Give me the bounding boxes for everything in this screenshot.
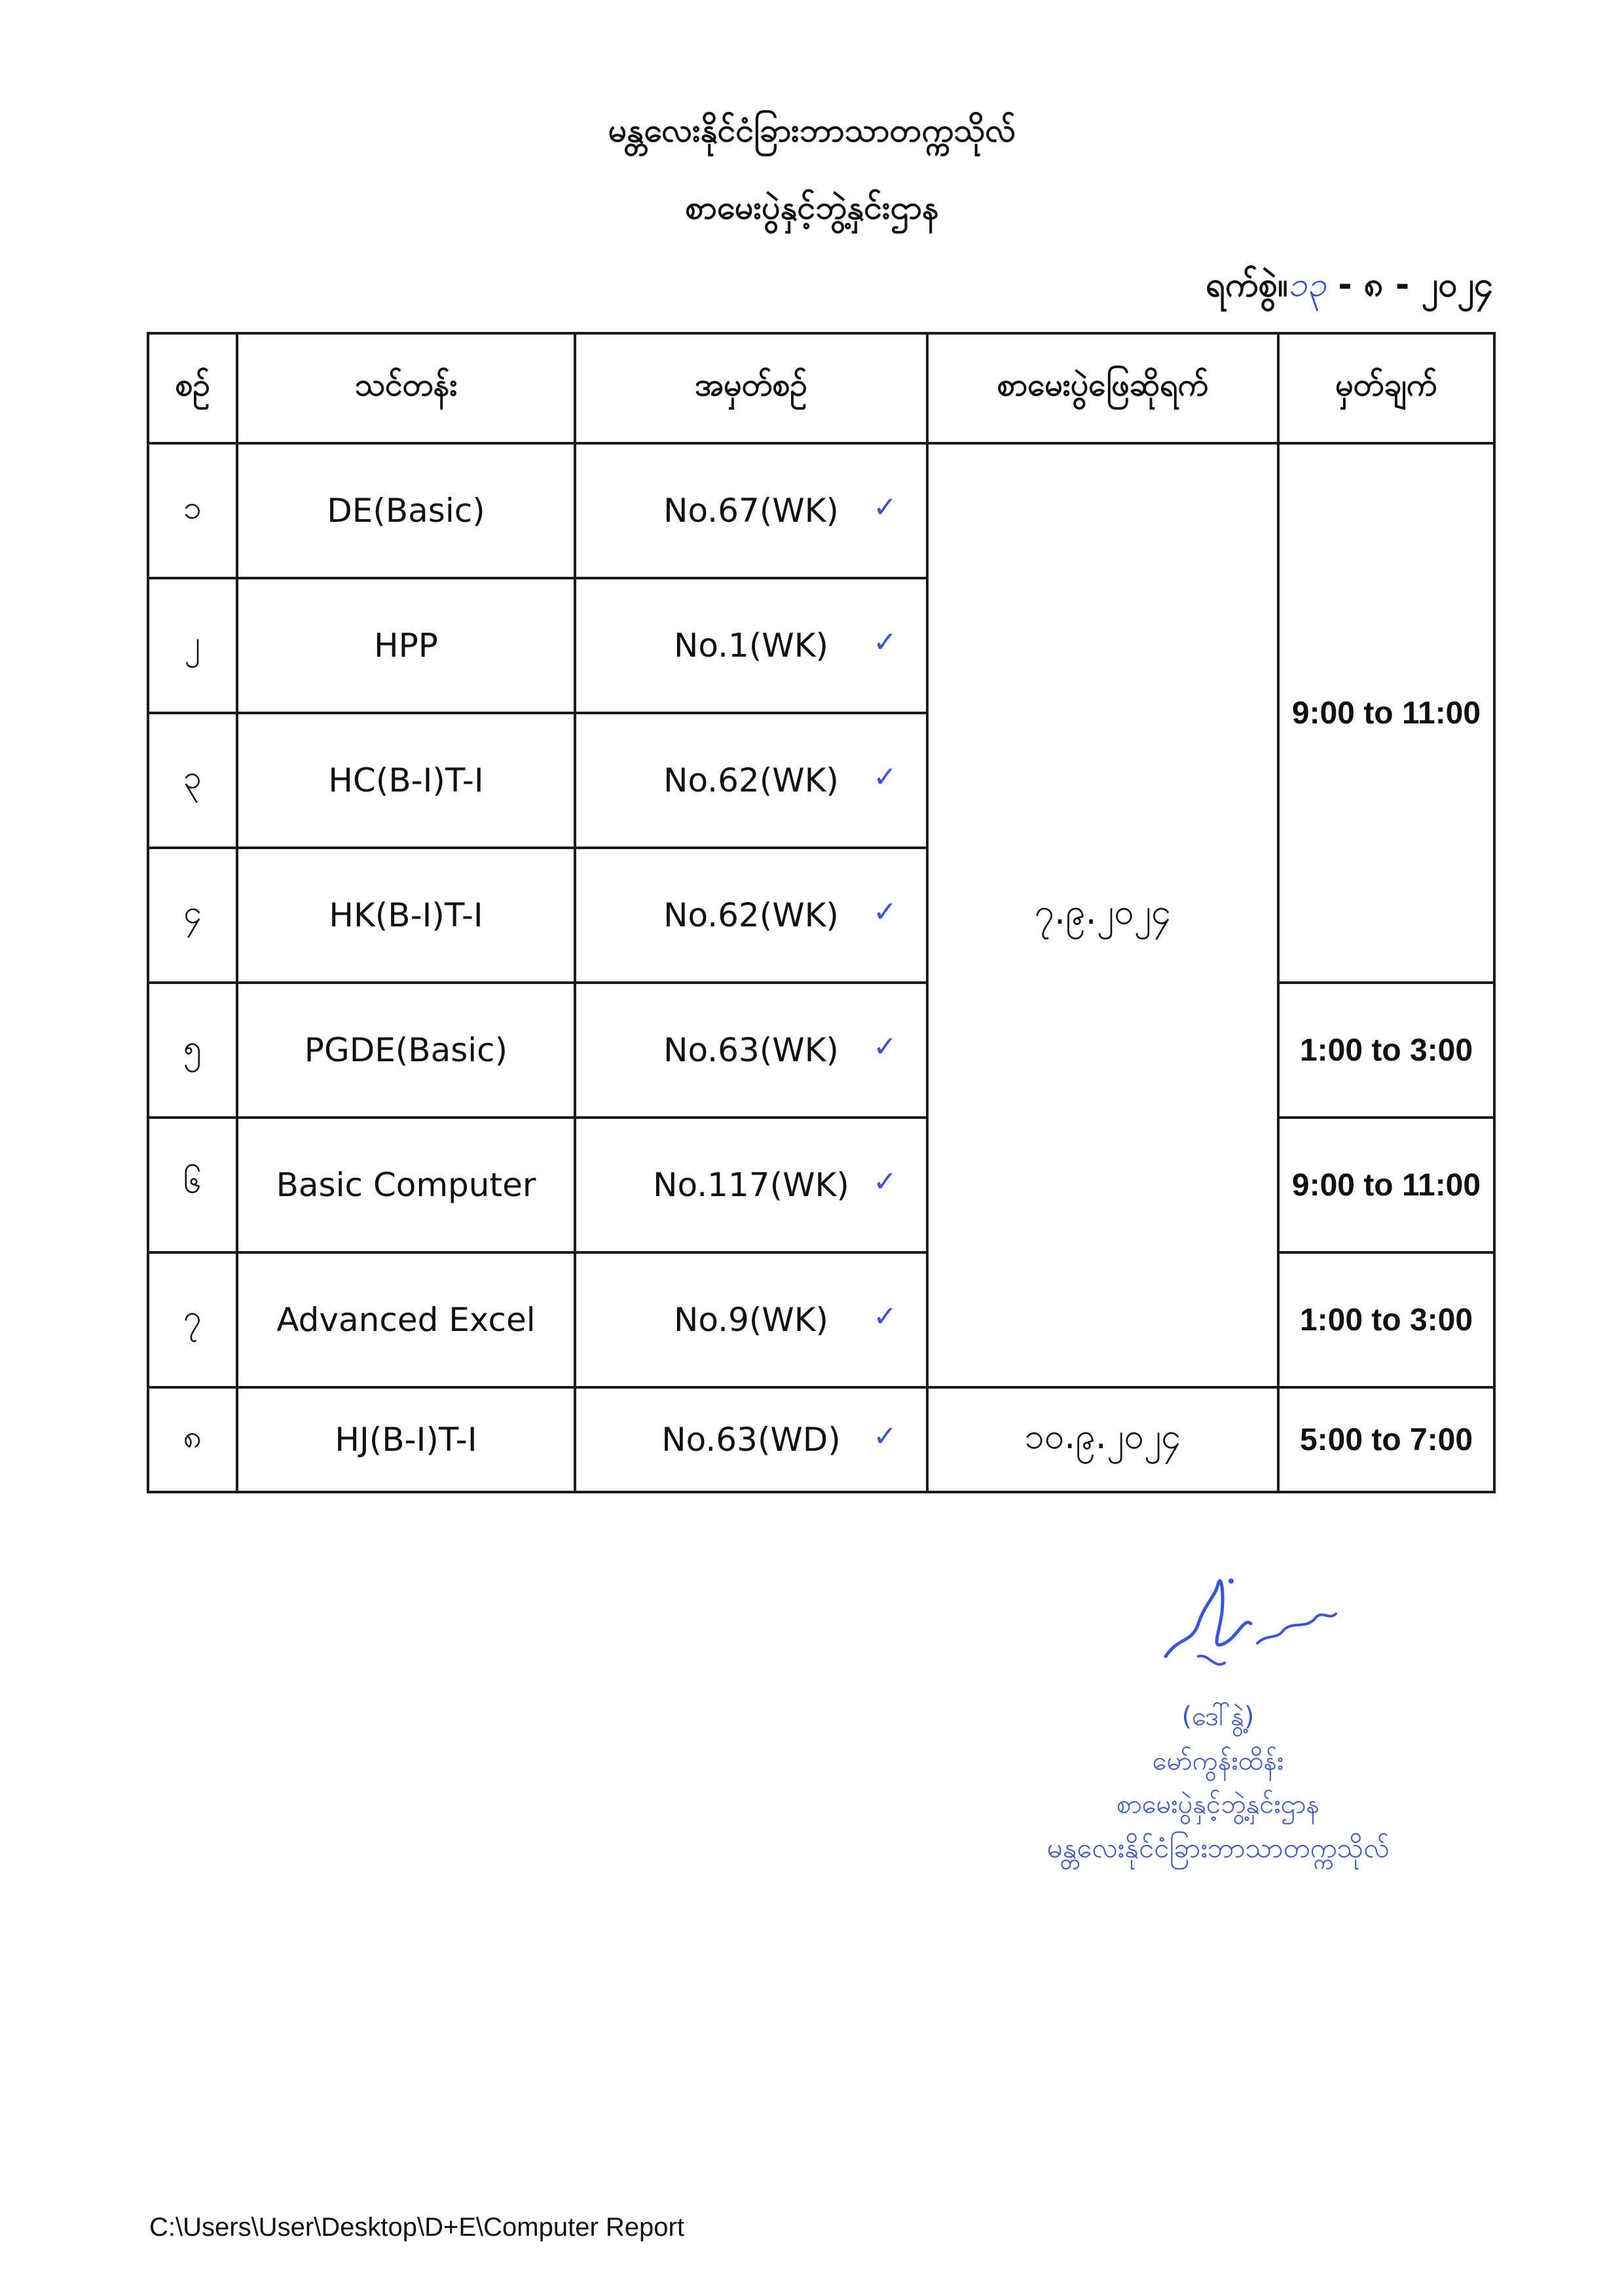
row-number xyxy=(575,1252,927,1387)
signatory-university: မန္တလေးနိုင်ငံခြားဘာသာတက္ကသိုလ် xyxy=(1046,1832,1390,1864)
header-remark: မှတ်ချက် xyxy=(1278,333,1494,443)
row-course: Basic Computer xyxy=(237,1118,575,1252)
tick-icon: ✓ xyxy=(873,1165,897,1199)
row-remark: 1:00 to 3:00 xyxy=(1278,983,1494,1118)
signatory-name: (ဒေါ်နွဲ့) xyxy=(1181,1702,1255,1732)
row-number xyxy=(575,1118,927,1252)
row-number xyxy=(575,443,927,578)
row-number-text: No.62(WK) xyxy=(663,761,839,799)
row-serial: ၁ xyxy=(148,443,237,578)
footer-file-path: C:\Users\User\Desktop\D+E\Computer Report xyxy=(149,2213,684,2242)
row-serial: ၈ xyxy=(148,1387,237,1492)
row-course: DE(Basic) xyxy=(237,443,575,578)
row-remark: 1:00 to 3:00 xyxy=(1278,1252,1494,1387)
table-header-row xyxy=(148,333,1494,443)
row-number-text: No.9(WK) xyxy=(673,1301,829,1339)
row-number-text: No.1(WK) xyxy=(673,627,829,665)
row-remark: 5:00 to 7:00 xyxy=(1278,1387,1494,1492)
row-course: HPP xyxy=(237,578,575,713)
row-course: Advanced Excel xyxy=(237,1252,575,1387)
tick-icon: ✓ xyxy=(873,625,897,659)
row-number-text: No.67(WK) xyxy=(663,492,839,530)
university-title: မန္တလေးနိုင်ငံခြားဘာသာတက္ကသိုလ် xyxy=(608,111,1016,149)
row-course: HK(B-I)T-I xyxy=(237,848,575,983)
row-number xyxy=(575,983,927,1118)
handwritten-signature xyxy=(1153,1558,1349,1689)
row-exam-date-merged: ၇.၉.၂၀၂၄ xyxy=(927,443,1278,1387)
tick-icon: ✓ xyxy=(873,895,897,929)
table-row xyxy=(148,443,1494,578)
tick-icon: ✓ xyxy=(873,1419,897,1453)
row-number-text: No.62(WK) xyxy=(663,896,839,934)
row-number-text: No.63(WK) xyxy=(663,1031,839,1069)
signatory-department: စာမေးပွဲနှင့်ဘွဲ့နှင်းဌာန xyxy=(1116,1789,1320,1819)
row-remark: 9:00 to 11:00 xyxy=(1278,1118,1494,1252)
tick-icon: ✓ xyxy=(873,1300,897,1334)
date-label: ရက်စွဲ။ xyxy=(1205,265,1288,304)
row-course: HJ(B-I)T-I xyxy=(237,1387,575,1492)
header-exam-date: စာမေးပွဲဖြေဆိုရက် xyxy=(927,333,1278,443)
document-date xyxy=(1126,263,1493,313)
table-row xyxy=(148,1118,1494,1252)
row-number xyxy=(575,578,927,713)
header-number: အမှတ်စဉ် xyxy=(575,333,927,443)
row-remark: 9:00 to 11:00 xyxy=(1278,443,1494,983)
row-serial: ၃ xyxy=(148,713,237,848)
row-serial: ၅ xyxy=(148,983,237,1118)
table-row xyxy=(148,1387,1494,1492)
header-serial: စဉ် xyxy=(148,333,237,443)
tick-icon: ✓ xyxy=(873,490,897,524)
row-serial: ၇ xyxy=(148,1252,237,1387)
table-row xyxy=(148,1252,1494,1387)
tick-icon: ✓ xyxy=(873,1030,897,1064)
row-number xyxy=(575,713,927,848)
row-number xyxy=(575,1387,927,1492)
table-row xyxy=(148,983,1494,1118)
row-serial: ၄ xyxy=(148,848,237,983)
row-course: HC(B-I)T-I xyxy=(237,713,575,848)
row-serial: ၂ xyxy=(148,578,237,713)
row-number-text: No.63(WD) xyxy=(661,1421,841,1459)
tick-icon: ✓ xyxy=(873,760,897,794)
date-handwritten-day: ၁၃ xyxy=(1287,265,1327,304)
row-course: PGDE(Basic) xyxy=(237,983,575,1118)
header-course: သင်တန်း xyxy=(237,333,575,443)
row-number xyxy=(575,848,927,983)
department-title: စာမေးပွဲနှင့်ဘွဲ့နှင်းဌာန xyxy=(685,189,939,227)
row-exam-date: ၁၀.၉.၂၀၂၄ xyxy=(927,1387,1278,1492)
row-serial: ၆ xyxy=(148,1118,237,1252)
signatory-title: မော်ကွန်းထိန်း xyxy=(1152,1746,1284,1776)
exam-schedule-table xyxy=(147,332,1496,1493)
date-printed: - ၈ - ၂၀၂၄ xyxy=(1326,265,1493,304)
row-number-text: No.117(WK) xyxy=(653,1166,849,1204)
